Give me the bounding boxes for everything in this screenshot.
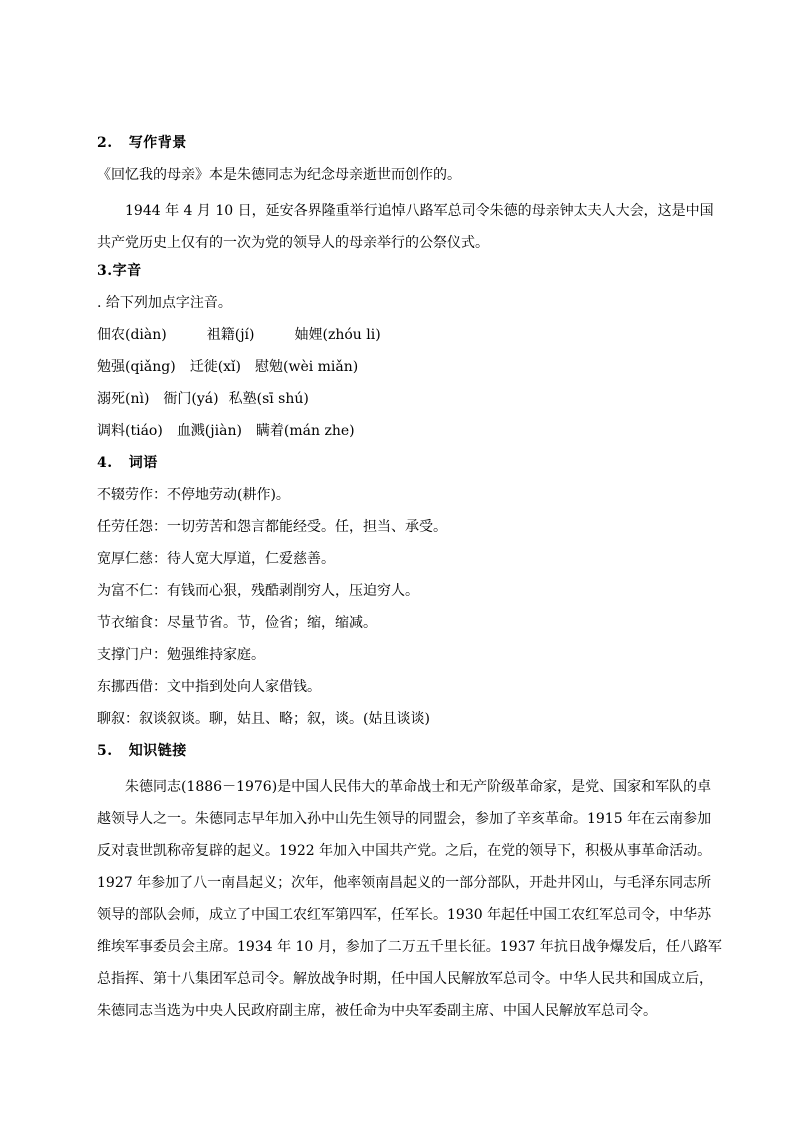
pinyin-row [97, 323, 724, 355]
pinyin-item: 瞒着(mán zhe) [255, 423, 355, 439]
vocab-item: 节衣缩食：尽量节省。节，俭省；缩，缩减。 [97, 615, 377, 631]
vocab-item: 宽厚仁慈：待人宽大厚道，仁爱慈善。 [97, 551, 335, 567]
document-page [97, 131, 724, 1027]
pinyin-item: 祖籍(jí) [206, 327, 255, 343]
vocab-item: 为富不仁：有钱而心狠，残酷剥削穷人，压迫穷人。 [97, 583, 419, 599]
section-5-heading: 5. 知识链接 [97, 743, 187, 759]
vocab-item: 任劳任怨：一切劳苦和怨言都能经受。任，担当、承受。 [97, 519, 447, 535]
vocab-item: 东挪西借：文中指到处向人家借钱。 [97, 679, 321, 695]
section-2-paragraph: 1944 年 4 月 10 日，延安各界隆重举行追悼八路军总司令朱德的母亲钟太夫人大会，这是中国共产党历史上仅有的一次为党的领导人的母亲举行的公祭仪式。 [97, 203, 714, 251]
pinyin-item: 衙门(yá) [163, 391, 219, 407]
pinyin-item: 妯娌(zhóu li) [294, 327, 381, 343]
pinyin-item: 血溅(jiàn) [176, 423, 242, 439]
pinyin-item: 勉强(qiǎng) [97, 359, 176, 375]
pinyin-item: 佃农(diàn) [97, 327, 167, 343]
pinyin-item: 私塾(sī shú) [228, 391, 309, 407]
section-2-heading: 2. 写作背景 [97, 135, 187, 151]
section-3-heading: 3.字音 [97, 263, 142, 279]
vocab-item: 不辍劳作：不停地劳动(耕作)。 [97, 487, 290, 503]
pinyin-item: 溺死(nì) [97, 391, 150, 407]
section-4-heading: 4. 词语 [97, 455, 158, 471]
pinyin-item: 调料(tiáo) [97, 423, 163, 439]
pinyin-item: 慰勉(wèi miǎn) [255, 359, 359, 375]
pinyin-row [97, 419, 724, 451]
vocab-item: 聊叙：叙谈叙谈。聊，姑且、略；叙，谈。(姑且谈谈) [97, 711, 430, 727]
section-2-line: 《回忆我的母亲》本是朱德同志为纪念母亲逝世而创作的。 [97, 167, 461, 183]
section-5-paragraph: 朱德同志(1886－1976)是中国人民伟大的革命战士和无产阶级革命家，是党、国家和军队的卓越领导人之一。朱德同志早年加入孙中山先生领导的同盟会，参加了辛亥革命。1915 年在云南参加反对袁世凯称帝复辟的起义。1922 年加入中国共产党。之后，在党的领导下，积极从事革命活动。1927 年参加了八一南昌起义；次年，他率领南昌起义的一部分部队，开赴井冈山，与毛泽东同志所领导的部队会师，成立了中国工农红军第四军，任军长。1930 年起任中国工农红军总司令，中华苏维埃军事委员会主席。1934 年 10 月，参加了二万五千里长征。1937 年抗日战争爆发后，任八路军总指挥、第十八集团军总司令。解放战争时期，任中国人民解放军总司令。中华人民共和国成立后，朱德同志当选为中央人民政府副主席，被任命为中央军委副主席、中国人民解放军总司令。 [97, 779, 722, 1019]
section-3-instruction: . 给下列加点字注音。 [97, 295, 232, 311]
vocab-item: 支撑门户：勉强维持家庭。 [97, 647, 265, 663]
pinyin-row [97, 355, 724, 387]
pinyin-row [97, 387, 724, 419]
pinyin-item: 迁徙(xǐ) [189, 359, 241, 375]
